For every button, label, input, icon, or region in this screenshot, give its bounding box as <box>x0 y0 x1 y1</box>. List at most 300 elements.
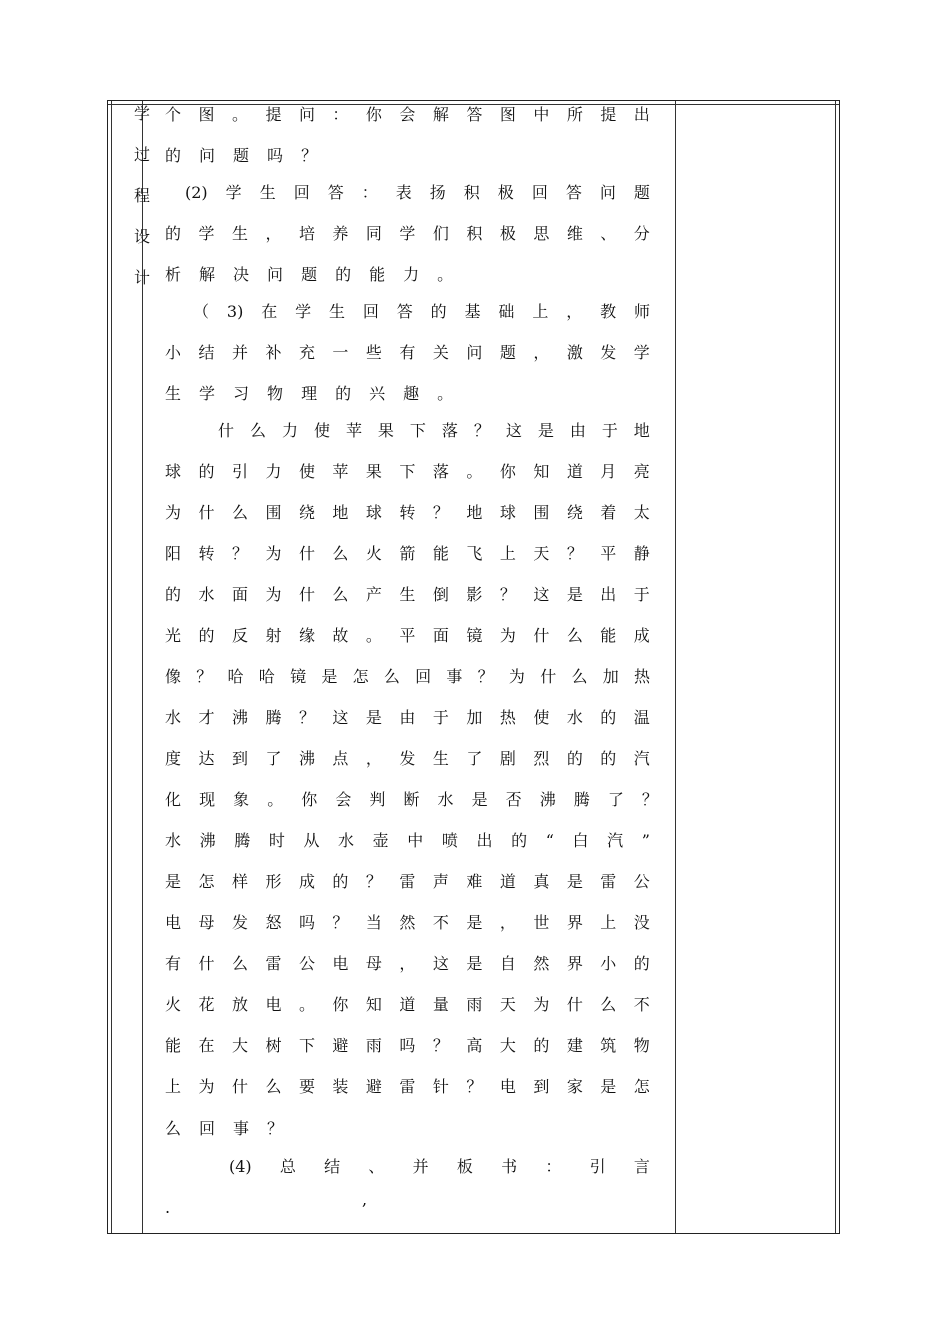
text-char: 量 <box>432 995 449 1014</box>
text-char: 大 <box>231 1036 248 1055</box>
text-char: 们 <box>432 224 449 243</box>
text-char: 象 <box>233 790 250 809</box>
text-char: ， <box>566 302 583 321</box>
text-char: 并 <box>412 1157 429 1176</box>
text-char: 思 <box>533 224 550 243</box>
text-char: 决 <box>233 265 250 284</box>
text-char: 然 <box>533 954 550 973</box>
text-char: 吗 <box>267 146 284 165</box>
text-char: (2) <box>185 183 208 202</box>
text-line <box>229 1153 650 1181</box>
text-char: 声 <box>432 872 449 891</box>
text-char: 发 <box>399 749 416 768</box>
text-char: 题 <box>301 265 318 284</box>
text-char: 天 <box>499 995 516 1014</box>
text-char: 为 <box>499 626 516 645</box>
text-char: 由 <box>399 708 416 727</box>
text-char: 发 <box>600 343 617 362</box>
text-char: 当 <box>365 913 382 932</box>
text-char: 知 <box>533 462 550 481</box>
text-char: 你 <box>499 462 516 481</box>
text-char: 雷 <box>399 872 416 891</box>
text-char: 什 <box>298 585 315 604</box>
text-char: 雷 <box>600 872 617 891</box>
text-char: 使 <box>313 421 330 440</box>
text-char: 积 <box>466 224 483 243</box>
text-line <box>165 827 650 855</box>
text-char: 现 <box>199 790 216 809</box>
text-char: 趣 <box>403 384 420 403</box>
text-char: “ <box>545 831 554 850</box>
text-char: 么 <box>249 421 266 440</box>
text-line <box>185 179 650 207</box>
text-char: ： <box>545 1157 562 1176</box>
side-label-char: 程 <box>133 186 150 205</box>
text-char: 是 <box>466 954 483 973</box>
text-char: 平 <box>399 626 416 645</box>
text-char: 的 <box>165 146 182 165</box>
text-char: ？ <box>499 585 516 604</box>
text-char: 上 <box>165 1077 182 1096</box>
text-char: 极 <box>497 183 514 202</box>
text-char: 学 <box>295 302 312 321</box>
text-char: 加 <box>466 708 483 727</box>
left-column-divider-1 <box>111 101 112 1233</box>
text-char: 分 <box>633 224 650 243</box>
text-char: 哈 <box>258 667 275 686</box>
text-char: 地 <box>332 503 349 522</box>
text-char: 关 <box>432 343 449 362</box>
text-line <box>165 380 650 408</box>
text-char: 加 <box>602 667 619 686</box>
text-char: ？ <box>432 503 449 522</box>
text-char: 出 <box>600 585 617 604</box>
text-char: 能 <box>369 265 386 284</box>
text-char: 了 <box>466 749 483 768</box>
text-char: 电 <box>332 954 349 973</box>
text-char: ？ <box>477 667 494 686</box>
text-char: 知 <box>365 995 382 1014</box>
text-char: 家 <box>566 1077 583 1096</box>
side-label-char: 计 <box>133 268 150 287</box>
text-char: 的 <box>600 708 617 727</box>
text-line <box>165 622 650 650</box>
text-char: 判 <box>369 790 386 809</box>
text-line <box>165 704 650 732</box>
text-char: 为 <box>533 995 550 1014</box>
text-char: 静 <box>633 544 650 563</box>
text-char: 烈 <box>533 749 550 768</box>
text-char: 答 <box>396 302 413 321</box>
text-char: 道 <box>566 462 583 481</box>
text-char: 图 <box>499 105 516 124</box>
middle-column-divider <box>675 101 676 1233</box>
text-char: 析 <box>165 265 182 284</box>
text-char: 到 <box>231 749 248 768</box>
text-char: 是 <box>471 790 488 809</box>
text-char: 围 <box>265 503 282 522</box>
text-char: 的 <box>430 302 447 321</box>
side-label-char: 过 <box>133 145 150 164</box>
text-char: 所 <box>566 105 583 124</box>
text-char: 结 <box>198 343 215 362</box>
text-char: 培 <box>298 224 315 243</box>
text-char: 面 <box>231 585 248 604</box>
text-char: 太 <box>633 503 650 522</box>
text-char: ？ <box>473 421 490 440</box>
text-char: 高 <box>466 1036 483 1055</box>
text-char: 球 <box>365 503 382 522</box>
text-char: 有 <box>399 343 416 362</box>
text-char: 养 <box>332 224 349 243</box>
text-char: 。 <box>267 790 284 809</box>
text-char: 电 <box>165 913 182 932</box>
text-char: 事 <box>233 1119 250 1138</box>
text-char: 大 <box>499 1036 516 1055</box>
text-char: 这 <box>332 708 349 727</box>
text-char: 果 <box>377 421 394 440</box>
text-char: 反 <box>231 626 248 645</box>
text-char: 的 <box>511 831 528 850</box>
text-char: 样 <box>231 872 248 891</box>
text-char: ？ <box>298 708 315 727</box>
text-char: 雷 <box>265 954 282 973</box>
text-char: 么 <box>231 503 248 522</box>
text-char: ， <box>533 343 550 362</box>
text-char: 解 <box>432 105 449 124</box>
text-char: 故 <box>332 626 349 645</box>
text-char: 是 <box>466 913 483 932</box>
text-char: 问 <box>199 146 216 165</box>
text-char: 水 <box>437 790 454 809</box>
text-char: 是 <box>566 872 583 891</box>
text-char: 建 <box>566 1036 583 1055</box>
text-char: 母 <box>365 954 382 973</box>
text-char: 结 <box>324 1157 341 1176</box>
text-char: 回 <box>293 183 310 202</box>
trailing-dot: . <box>165 1198 171 1217</box>
text-char: 么 <box>332 544 349 563</box>
text-char: 沸 <box>199 831 216 850</box>
text-char: 。 <box>365 626 382 645</box>
text-char: 怎 <box>198 872 215 891</box>
text-char: 什 <box>198 503 215 522</box>
text-char: 化 <box>165 790 182 809</box>
text-char: ？ <box>267 1119 284 1138</box>
text-line <box>218 417 650 445</box>
text-char: 么 <box>383 667 400 686</box>
text-line <box>165 868 650 896</box>
text-char: 不 <box>633 995 650 1014</box>
text-char: 电 <box>265 995 282 1014</box>
text-char: 什 <box>231 1077 248 1096</box>
side-label-char: 设 <box>133 227 150 246</box>
text-char: 题 <box>233 146 250 165</box>
text-char: 。 <box>298 995 315 1014</box>
text-line <box>165 991 650 1019</box>
text-line <box>165 745 650 773</box>
text-char: 苹 <box>345 421 362 440</box>
text-char: 花 <box>198 995 215 1014</box>
text-char: 才 <box>198 708 215 727</box>
text-char: 球 <box>499 503 516 522</box>
text-char: 上 <box>600 913 617 932</box>
text-line <box>165 220 650 248</box>
text-char: 剧 <box>499 749 516 768</box>
text-char: 没 <box>633 913 650 932</box>
text-char: 什 <box>198 954 215 973</box>
text-char: 射 <box>265 626 282 645</box>
text-line <box>165 1073 650 1101</box>
text-char: 落 <box>432 462 449 481</box>
text-char: 学 <box>199 384 216 403</box>
text-char: 的 <box>566 749 583 768</box>
text-char: 中 <box>407 831 424 850</box>
text-char: 书 <box>501 1157 518 1176</box>
text-char: 热 <box>499 708 516 727</box>
text-char: 使 <box>298 462 315 481</box>
text-line <box>165 909 650 937</box>
text-char: 汽 <box>607 831 624 850</box>
text-char: （ <box>193 302 210 321</box>
text-char: 出 <box>633 105 650 124</box>
text-line <box>165 786 658 814</box>
text-char: 道 <box>499 872 516 891</box>
text-char: 为 <box>508 667 525 686</box>
text-char: 答 <box>327 183 344 202</box>
text-char: 表 <box>395 183 412 202</box>
text-char: 水 <box>198 585 215 604</box>
text-char: 在 <box>198 1036 215 1055</box>
text-char: ， <box>265 224 282 243</box>
text-char: 学 <box>225 183 242 202</box>
text-char: 上 <box>499 544 516 563</box>
text-char: 针 <box>432 1077 449 1096</box>
text-char: 电 <box>499 1077 516 1096</box>
text-char: 答 <box>565 183 582 202</box>
text-char: 出 <box>476 831 493 850</box>
text-char: 缘 <box>298 626 315 645</box>
text-char: 火 <box>165 995 182 1014</box>
text-char: 成 <box>298 872 315 891</box>
text-char: ？ <box>196 667 213 686</box>
text-char: 回 <box>199 1119 216 1138</box>
text-char: ？ <box>332 913 349 932</box>
text-line <box>193 298 650 326</box>
text-char: 为 <box>165 503 182 522</box>
text-char: 界 <box>566 913 583 932</box>
text-char: 上 <box>532 302 549 321</box>
side-label-char: 学 <box>133 104 150 123</box>
text-char: 吗 <box>399 1036 416 1055</box>
text-char: 的 <box>165 224 182 243</box>
text-char: 生 <box>328 302 345 321</box>
text-char: 回 <box>362 302 379 321</box>
text-char: 理 <box>301 384 318 403</box>
text-char: 转 <box>198 544 215 563</box>
text-char: 平 <box>600 544 617 563</box>
text-char: 怒 <box>265 913 282 932</box>
trailing-comma: , <box>362 1190 368 1209</box>
text-char: 基 <box>464 302 481 321</box>
text-char: 吗 <box>298 913 315 932</box>
text-char: 像 <box>165 667 182 686</box>
text-char: 达 <box>198 749 215 768</box>
text-char: 公 <box>633 872 650 891</box>
text-char: 3) <box>226 302 244 321</box>
text-char: ： <box>332 105 349 124</box>
right-column-divider <box>835 101 836 1233</box>
text-char: 不 <box>432 913 449 932</box>
text-char: 学 <box>198 224 215 243</box>
text-char: 你 <box>332 995 349 1014</box>
text-char: 镜 <box>290 667 307 686</box>
text-char: 有 <box>165 954 182 973</box>
text-char: 础 <box>498 302 515 321</box>
text-char: 么 <box>566 626 583 645</box>
text-char: 下 <box>409 421 426 440</box>
text-char: 总 <box>279 1157 296 1176</box>
text-char: 由 <box>569 421 586 440</box>
text-char: 习 <box>233 384 250 403</box>
text-char: 并 <box>231 343 248 362</box>
text-char: 形 <box>265 872 282 891</box>
text-char: 。 <box>466 462 483 481</box>
text-char: 学 <box>399 224 416 243</box>
text-char: 面 <box>432 626 449 645</box>
text-char: 绕 <box>566 503 583 522</box>
text-char: 了 <box>265 749 282 768</box>
text-char: 回 <box>531 183 548 202</box>
text-char: 是 <box>566 585 583 604</box>
text-line <box>165 101 650 129</box>
text-char: 果 <box>365 462 382 481</box>
text-char: 苹 <box>332 462 349 481</box>
text-char: 生 <box>231 224 248 243</box>
text-char: 的 <box>533 1036 550 1055</box>
text-char: 的 <box>335 265 352 284</box>
text-char: ” <box>641 831 650 850</box>
text-char: 能 <box>432 544 449 563</box>
text-char: 装 <box>332 1077 349 1096</box>
text-char: 腾 <box>234 831 251 850</box>
text-char: 界 <box>566 954 583 973</box>
text-char: 腾 <box>573 790 590 809</box>
text-char: 物 <box>267 384 284 403</box>
text-char: 水 <box>338 831 355 850</box>
text-char: 什 <box>298 544 315 563</box>
text-char: 。 <box>231 105 248 124</box>
text-char: 题 <box>633 183 650 202</box>
text-char: 什 <box>218 421 235 440</box>
text-char: 雷 <box>399 1077 416 1096</box>
text-char: 能 <box>165 1036 182 1055</box>
text-char: 么 <box>332 585 349 604</box>
text-line <box>165 663 650 691</box>
text-char: 些 <box>365 343 382 362</box>
text-char: 的 <box>198 462 215 481</box>
text-char: 使 <box>533 708 550 727</box>
text-char: 回 <box>415 667 432 686</box>
text-char: 么 <box>600 995 617 1014</box>
text-char: 母 <box>198 913 215 932</box>
text-char: 水 <box>165 708 182 727</box>
text-char: 雨 <box>365 1036 382 1055</box>
text-char: 怎 <box>633 1077 650 1096</box>
text-char: 问 <box>599 183 616 202</box>
text-char: 飞 <box>466 544 483 563</box>
text-char: 是 <box>537 421 554 440</box>
text-char: 补 <box>265 343 282 362</box>
text-line <box>165 261 650 289</box>
text-char: 到 <box>533 1077 550 1096</box>
text-char: 否 <box>505 790 522 809</box>
text-char: 道 <box>399 995 416 1014</box>
text-char: ？ <box>566 544 583 563</box>
text-char: 天 <box>533 544 550 563</box>
text-char: 力 <box>265 462 282 481</box>
text-char: 维 <box>566 224 583 243</box>
text-char: 的 <box>165 585 182 604</box>
text-char: 产 <box>365 585 382 604</box>
text-char: 的 <box>198 626 215 645</box>
text-char: 事 <box>446 667 463 686</box>
text-char: 汽 <box>633 749 650 768</box>
text-char: 扬 <box>429 183 446 202</box>
text-char: 从 <box>303 831 320 850</box>
text-char: 亮 <box>633 462 650 481</box>
text-char: 兴 <box>369 384 386 403</box>
text-char: 雨 <box>466 995 483 1014</box>
text-char: 图 <box>198 105 215 124</box>
text-char: 围 <box>533 503 550 522</box>
text-char: 师 <box>633 302 650 321</box>
text-char: 什 <box>566 995 583 1014</box>
text-char: 热 <box>633 667 650 686</box>
text-char: ？ <box>231 544 248 563</box>
text-char: 白 <box>572 831 589 850</box>
text-char: 为 <box>265 544 282 563</box>
text-char: 绕 <box>298 503 315 522</box>
text-char: 。 <box>437 384 454 403</box>
text-char: 问 <box>466 343 483 362</box>
text-char: 、 <box>600 224 617 243</box>
text-char: 小 <box>600 954 617 973</box>
text-char: 充 <box>298 343 315 362</box>
text-line <box>165 458 650 486</box>
text-char: 这 <box>432 954 449 973</box>
text-char: 于 <box>601 421 618 440</box>
text-char: 度 <box>165 749 182 768</box>
text-line <box>165 499 650 527</box>
text-char: 力 <box>403 265 420 284</box>
text-char: 是 <box>321 667 338 686</box>
text-char: 着 <box>600 503 617 522</box>
text-char: 避 <box>332 1036 349 1055</box>
text-char: 一 <box>332 343 349 362</box>
text-char: 在 <box>261 302 278 321</box>
text-char: ， <box>365 749 382 768</box>
text-char: 提 <box>600 105 617 124</box>
text-char: 生 <box>432 749 449 768</box>
text-char: 生 <box>399 585 416 604</box>
text-char: 激 <box>566 343 583 362</box>
text-char: 哈 <box>227 667 244 686</box>
text-char: ？ <box>432 1036 449 1055</box>
text-char: 问 <box>298 105 315 124</box>
text-char: 么 <box>265 1077 282 1096</box>
text-char: 这 <box>505 421 522 440</box>
